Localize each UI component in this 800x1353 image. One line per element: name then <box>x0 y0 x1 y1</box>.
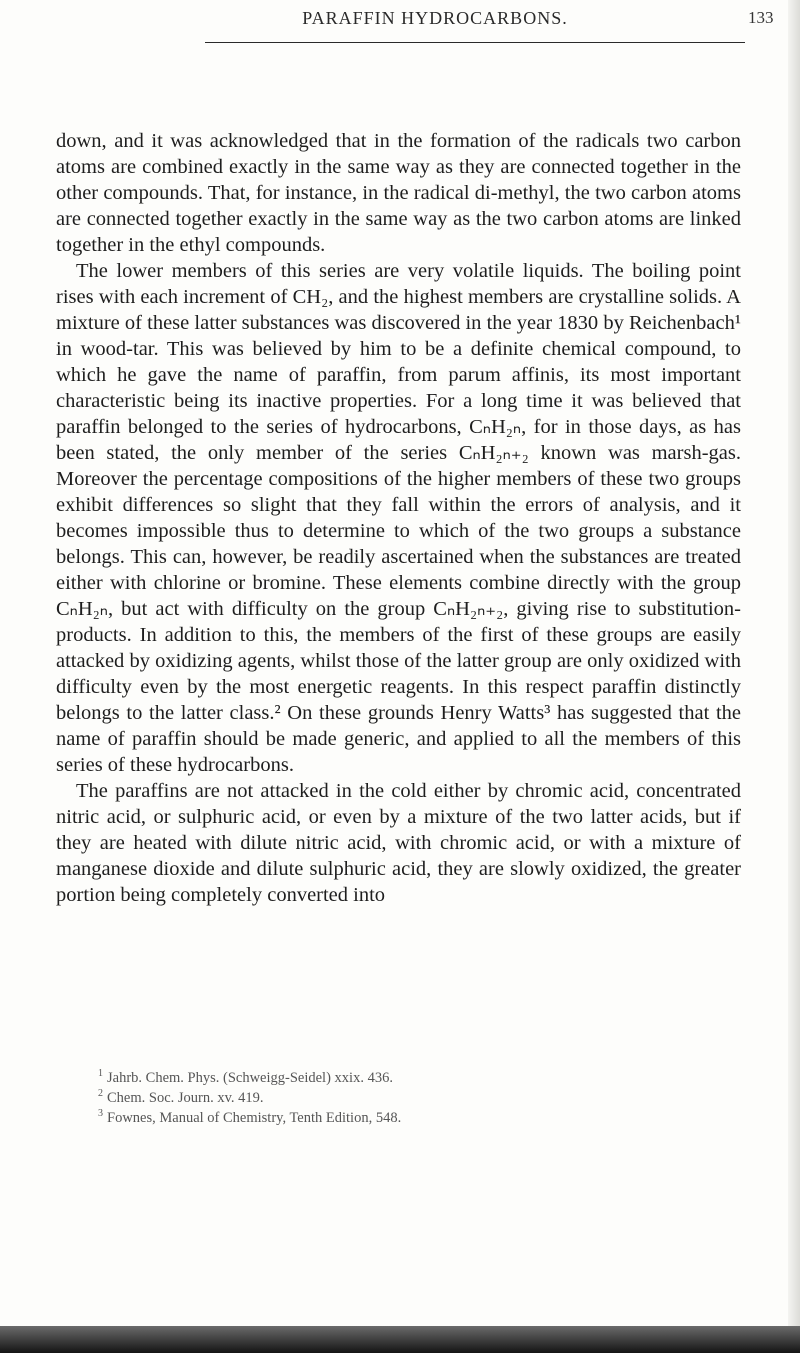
footnote-mark: 2 <box>98 1087 103 1099</box>
running-head: PARAFFIN HYDROCARBONS. <box>302 8 568 28</box>
paragraph: down, and it was acknowledged that in the formation of the radicals two carbon atoms are combined exactly in the same way as they are connected together in the other compounds. That, for instance, in the radical di-methyl, the two carbon atoms are connected together exactly in the same way as the two carbon atoms are linked together in the ethyl compounds. <box>56 130 741 256</box>
page-edge-shadow <box>788 0 800 1353</box>
footnotes <box>98 1066 738 1125</box>
footnote <box>98 1066 738 1086</box>
footnote-mark: 3 <box>98 1107 103 1119</box>
footnote-text: Jahrb. Chem. Phys. (Schweigg-Seidel) xxix. 436. <box>107 1069 393 1086</box>
footnote-mark: 1 <box>98 1068 103 1079</box>
paragraph: The lower members of this series are very volatile liquids. The boiling point rises with each increment of CH₂, and the highest members are crystalline solids. A mixture of these latter substances was discovered in the year 1830 by Reichenbach¹ in wood-tar. This was believed by him to be a definite chemical compound, to which he gave the name of paraffin, from parum affinis, its most important characteristic being its inactive properties. For a long time it was believed that paraffin belonged to the series of hydrocarbons, CₙH₂ₙ, for in those days, as has been stated, the only member of the series CₙH₂ₙ₊₂ known was marsh-gas. Moreover the percentage compositions of the higher members of these two groups exhibit differences so slight that they fall within the errors of analysis, and it becomes impossible thus to determine to which of the two groups a substance belongs. This can, however, be readily ascertained when the substances are treated either with chlorine or bromine. These elements combine directly with the group CₙH₂ₙ, but act with difficulty on the group CₙH₂ₙ₊₂, giving rise to substitution-products. In addition to this, the members of the first of these groups are easily attacked by oxidizing agents, whilst those of the latter group are only oxidized with difficulty even by the most energetic reagents. In this respect paraffin distinctly belongs to the latter class.² On these grounds Henry Watts³ has suggested that the name of paraffin should be made generic, and applied to all the members of this series of these hydrocarbons. <box>56 260 741 776</box>
footnote <box>98 1086 738 1106</box>
footnote <box>98 1106 738 1126</box>
footnote-text: Chem. Soc. Journ. xv. 419. <box>107 1089 264 1106</box>
page-header <box>0 8 800 32</box>
paragraph: The paraffins are not attacked in the cold either by chromic acid, concentrated nitric acid, or sulphuric acid, or even by a mixture of the two latter acids, but if they are heated with dilute nitric acid, with chromic acid, or with a mixture of manganese dioxide and dilute sulphuric acid, they are slowly oxidized, the greater portion being completely converted into <box>56 780 741 906</box>
body-text <box>56 128 741 908</box>
scan-bottom-edge <box>0 1326 800 1353</box>
header-rule <box>205 42 745 43</box>
footnote-text: Fownes, Manual of Chemistry, Tenth Edition, 548. <box>107 1109 402 1126</box>
page-number: 133 <box>748 8 774 27</box>
